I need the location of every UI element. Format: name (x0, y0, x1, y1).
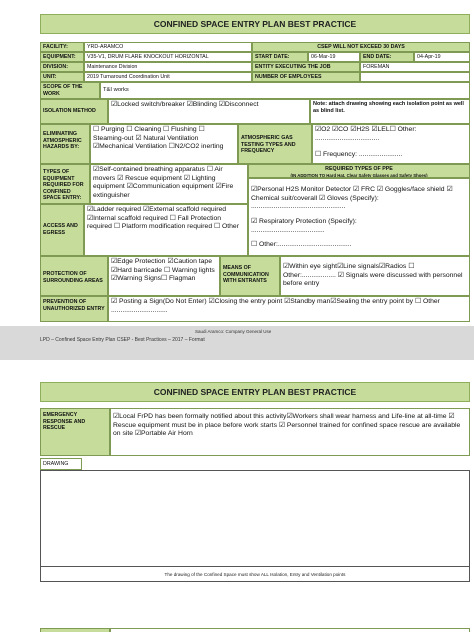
drawing-label: DRAWING (40, 458, 82, 470)
start-date-value: 06-Mar-19 (308, 52, 360, 62)
communication-value: ☑Within eye sight☑Line signals☑Radios ☐ Other:.................. ☑ Signals were discussed with personnel before entry (280, 256, 470, 296)
ppe-respiratory-line: ....................................... (251, 226, 325, 234)
hazards-label: ELIMINATING ATMOSPHERIC HAZARDS BY: (40, 124, 90, 164)
unit-value: 2019 Turnaround Coordination Unit (84, 72, 252, 82)
ppe-respiratory: ☑ Respiratory Protection (Specify): (251, 218, 357, 226)
ppe-other: ☐ Other:....................................... (251, 241, 352, 249)
communication-label: MEANS OF COMMUNICATION WITH ENTRANTS (220, 256, 280, 296)
form-page-2 (0, 360, 474, 632)
equipment-value: V35-V1, DRUM FLARE KNOCKOUT HORIZONTAL (84, 52, 252, 62)
equipment-required-value: ☑Self-contained breathing apparatus ☐ Air movers ☑ Rescue equipment ☑ Lighting equipment ☑Communication equipment ☑Fire extinguisher (90, 164, 248, 204)
gas-testing-label: ATMOSPHERIC GAS TESTING TYPES AND FREQUENCY (238, 124, 312, 164)
division-value: Maintenance Division (84, 62, 252, 72)
end-date-value: 04-Apr-19 (414, 52, 470, 62)
ppe-subtitle: (IN ADDITION TO Hard Hat, Clear Safety Glasses and Safety Shoes) (290, 172, 428, 178)
equipment-label: EQUIPMENT: (40, 52, 84, 62)
isolation-value: ☑Locked switch/breaker ☑Blinding ☑Disconnect (108, 99, 310, 124)
division-label: DIVISION: (40, 62, 84, 72)
next-section-header (40, 628, 110, 632)
next-section-value (110, 628, 470, 632)
entity-value: FOREMAN (360, 62, 470, 72)
footer-form: LPD – Confined Space Entry Plan CSEP - Best Practices – 2017 – Format (40, 337, 205, 343)
ppe-value (248, 178, 470, 256)
isolation-note: Note: attach drawing showing each isolation point as well as blind list. (310, 99, 470, 124)
gas-types: ☑O2 ☑CO ☑H2S ☑LEL☐ Other: .................................. (315, 126, 417, 142)
emergency-label: EMERGENCY RESPONSE AND RESCUE (40, 408, 110, 456)
scope-value: T&I works (100, 82, 470, 99)
emergency-value: ☑Local FrPD has been formally notified about this activity☑Workers shall wear harness and Life-line at all-time ☑ Rescue equipment must be in place before work starts ☑ Personnel trained for confined space rescue are available on site ☑Portable Air Horn (110, 408, 470, 456)
access-value: ☑Ladder required ☑External scaffold required ☑Internal scaffold required ☐ Fall Protection required ☐ Platform modification required ☐ Other (84, 204, 248, 256)
scope-label: SCOPE OF THE WORK (40, 82, 100, 99)
end-date-label: END DATE: (360, 52, 414, 62)
csep-notice: CSEP WILL NOT EXCEED 30 DAYS (252, 42, 470, 52)
page-title: CONFINED SPACE ENTRY PLAN BEST PRACTICE (40, 14, 470, 34)
hazards-value: ☐ Purging ☐ Cleaning ☐ Flushing ☐ Steaming-out ☑ Natural Ventilation ☑Mechanical Ventilation ☐N2/CO2 inerting (90, 124, 238, 164)
unit-label: UNIT: (40, 72, 84, 82)
employees-value (360, 72, 470, 82)
ppe-items: ☑Personal H2S Monitor Detector ☑ FRC ☑ Goggles/face shield ☑ Chemical suit/coverall ☑ Gloves (Specify): (251, 186, 453, 202)
start-date-label: START DATE: (252, 52, 308, 62)
entity-label: ENTITY EXECUTING THE JOB (252, 62, 360, 72)
ppe-header (248, 164, 470, 178)
protection-label: PROTECTION OF SURROUNDING AREAS (40, 256, 108, 296)
drawing-note: The drawing of the Confined Space must show ALL Isolation, Entry and Ventilation points (40, 566, 470, 582)
equipment-required-label: TYPES OF EQUIPMENT REQUIRED FOR CONFINED SPACE ENTRY: (40, 164, 90, 204)
prevention-label: PREVENTION OF UNAUTHORIZED ENTRY (40, 296, 108, 322)
access-label: ACCESS AND EGRESS (40, 204, 84, 256)
facility-label: FACILITY: (40, 42, 84, 52)
prevention-value: ☑ Posting a Sign(Do Not Enter) ☑Closing the entry point ☑Standby man☑Sealing the entry point by ☐ Other .............................. (108, 296, 470, 322)
footer-company: Saudi Aramco: Company General Use (195, 329, 272, 334)
gas-frequency: ☐ Frequency: ....................... (315, 151, 403, 159)
employees-label: NUMBER OF EMPLOYEES (252, 72, 360, 82)
gas-testing-value (312, 124, 470, 164)
ppe-gloves-line: .................................................. (251, 203, 346, 211)
ppe-label: REQUIRED TYPES OF PPE (325, 166, 393, 172)
isolation-label: ISOLATION METHOD (40, 99, 108, 124)
protection-value: ☑Edge Protection ☑Caution tape ☑Hard barricade ☐ Warning lights ☑Warning Signs☐ Flagman (108, 256, 220, 296)
page-title: CONFINED SPACE ENTRY PLAN BEST PRACTICE (40, 382, 470, 402)
facility-value: YRD-ARAMCO (84, 42, 252, 52)
